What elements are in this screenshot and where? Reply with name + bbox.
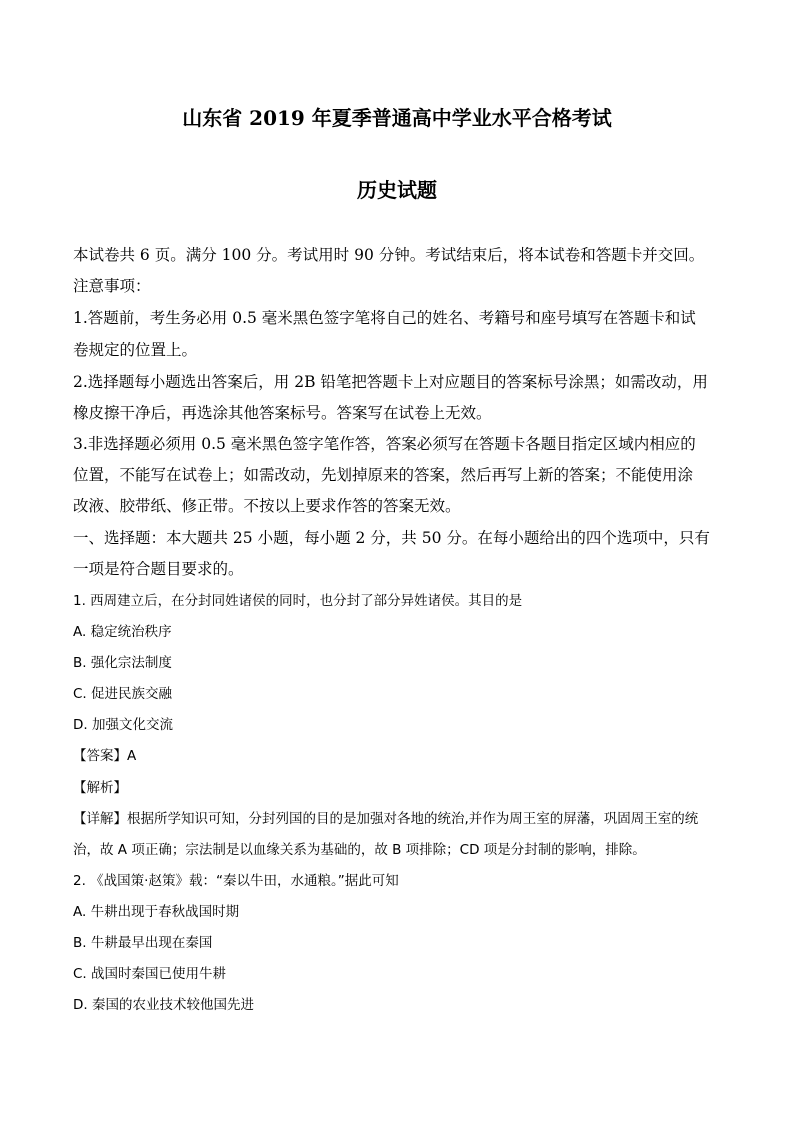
instruction-line: 位置，不能写在试卷上；如需改动，先划掉原来的答案，然后再写上新的答案；不能使用涂 — [73, 466, 694, 484]
section-heading: 一、选择题：本大题共 25 小题，每小题 2 分，共 50 分。在每小题给出的四个选项中，只有 — [73, 529, 710, 547]
option-d: D. 加强文化交流 — [73, 717, 173, 733]
analysis-label: 【解析】 — [73, 780, 127, 796]
answer-label: 【答案】A — [73, 748, 137, 764]
instruction-line: 2.选择题每小题选出答案后，用 2B 铅笔把答题卡上对应题目的答案标号涂黑；如需改动，用 — [73, 373, 708, 391]
option-c: C. 促进民族交融 — [73, 686, 173, 702]
exam-subtitle: 历史试题 — [357, 178, 437, 202]
detail-line: 治，故 A 项正确；宗法制是以血缘关系为基础的，故 B 项排除；CD 项是分封制的影响，排除。 — [73, 842, 646, 858]
instruction-line: 1.答题前，考生务必用 0.5 毫米黑色签字笔将自己的姓名、考籍号和座号填写在答题卡和试 — [73, 309, 696, 327]
section-heading: 一项是符合题目要求的。 — [73, 560, 244, 578]
instruction-line: 注意事项： — [73, 277, 151, 295]
detail-line: 【详解】根据所学知识可知，分封列国的目的是加强对各地的统治,并作为周王室的屏藩，巩固周王室的统 — [73, 811, 699, 827]
option-a: A. 稳定统治秩序 — [73, 624, 172, 640]
option-b: B. 牛耕最早出现在秦国 — [73, 935, 213, 951]
instruction-line: 本试卷共 6 页。满分 100 分。考试用时 90 分钟。考试结束后，将本试卷和答题卡并交回。 — [73, 246, 705, 264]
instruction-line: 卷规定的位置上。 — [73, 341, 198, 359]
instruction-line: 改液、胶带纸、修正带。不按以上要求作答的答案无效。 — [73, 497, 461, 515]
question-stem: 1. 西周建立后，在分封同姓诸侯的同时，也分封了部分异姓诸侯。其目的是 — [73, 593, 523, 609]
option-d: D. 秦国的农业技术较他国先进 — [73, 997, 254, 1013]
instruction-line: 3.非选择题必须用 0.5 毫米黑色签字笔作答，答案必须写在答题卡各题目指定区域内相应的 — [73, 435, 696, 453]
option-c: C. 战国时秦国已使用牛耕 — [73, 966, 227, 982]
question-stem: 2. 《战国策·赵策》载：“秦以牛田，水通粮。”据此可知 — [73, 873, 399, 889]
option-b: B. 强化宗法制度 — [73, 655, 172, 671]
option-a: A. 牛耕出现于春秋战国时期 — [73, 904, 240, 920]
exam-title: 山东省 2019 年夏季普通高中学业水平合格考试 — [182, 106, 612, 130]
instruction-line: 橡皮擦干净后，再选涂其他答案标号。答案写在试卷上无效。 — [73, 404, 492, 422]
